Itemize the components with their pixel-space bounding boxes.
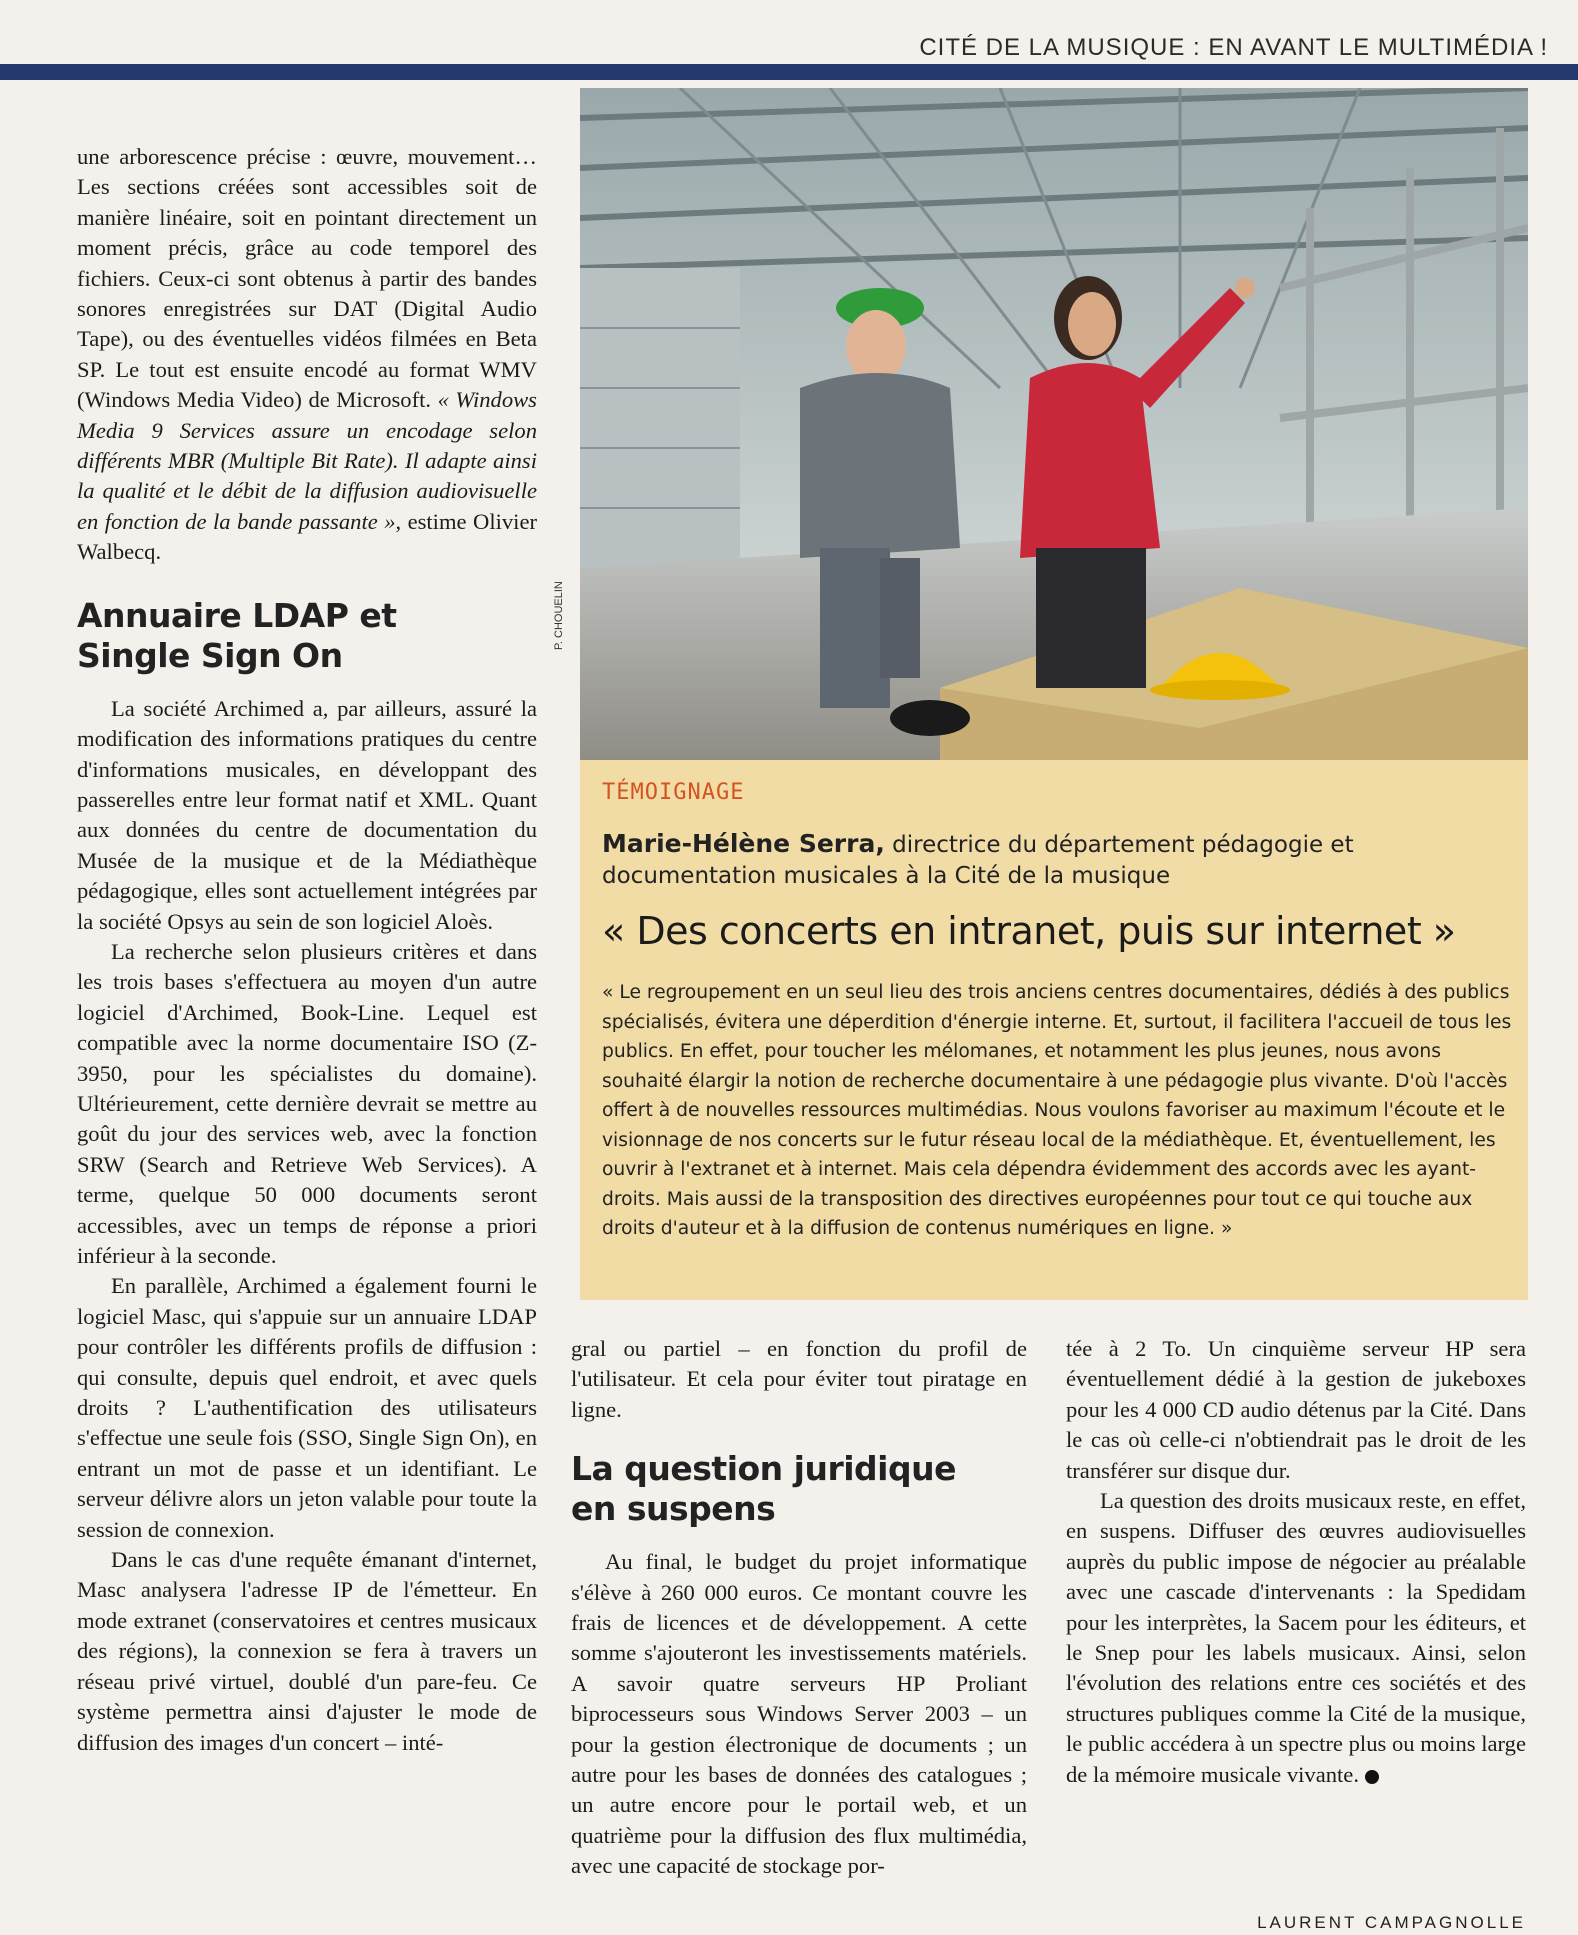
person-role: directrice du département pédagogie et documentation musicales à la Cité de la musique [602,832,1354,889]
testimony-body: « Le regroupement en un seul lieu des trois anciens centres documentaires, dédiés à des publics spécialisés, évitera une déperdition d'énergie interne. Et, surtout, il facilitera l'accueil de tous les publics. En effet, pour toucher les mélomanes, et notamment les plus jeunes, nous avons souhaité élargir la notion de recherche documentaire à une pédagogie plus vivante. D'où l'accès offert à de nouvelles ressources multimédias. Nous voulons favoriser au maximum l'écoute et le visionnage de nos concerts sur le futur réseau local de la médiathèque. Et, éventuellement, les ouvrir à l'extranet et à internet. Mais cela dépendra évidemment des accords avec les ayant-droits. Mais aussi de la transposition des directives européennes pour tout ce qui touche aux droits d'auteur et à la diffusion de contenus numériques en ligne. » [602,982,1512,1239]
column-left [77,142,537,1758]
testimony-person [602,828,1502,892]
column-right [1066,1334,1526,1790]
paragraph: une arborescence précise : œuvre, mouvement… Les sections créées sont accessibles soit de manière linéaire, soit en pointant directement un moment précis, grâce au code temporel des fichiers. Ceux-ci sont obtenus à partir des bandes sonores enregistrées sur DAT (Digital Audio Tape), ou des éventuelles vidéos filmées en Beta SP. Le tout est ensuite encodé au format WMV (Windows Media Video) de Microsoft. « Windows Media 9 Services assure un encodage selon différents MBR (Multiple Bit Rate). Il adapte ainsi la qualité et le débit de la diffusion audiovisuelle en fonction de la bande passante », estime Olivier Walbecq. [77,144,537,565]
photo-credit: P. CHOUELIN [553,581,565,650]
section-title-ldap: Annuaire LDAP et Single Sign On [77,595,397,675]
article-photo [580,88,1528,760]
header-rule [0,64,1578,80]
paragraph: La question des droits musicaux reste, en effet, en suspens. Diffuser des œuvres audiovisuelles auprès du public impose de négocier au préalable avec une cascade d'intervenants : la Spedidam pour les interprètes, la Sacem pour les éditeurs, et le Snep pour les labels musicaux. Ainsi, selon l'évolution des relations entre ces sociétés et des structures publiques comme la Cité de la musique, le public accédera à un spectre plus ou moins large de la mémoire musicale vivante. [1066,1488,1526,1787]
testimony-kicker: TÉMOIGNAGE [602,780,745,805]
paragraph: La recherche selon plusieurs critères et dans les trois bases s'effectuera au moyen d'un autre logiciel d'Archimed, Book-Line. Lequel est compatible avec la norme documentaire ISO (Z-3950, pour les spécialistes du domaine). Ultérieurement, cette dernière devrait se mettre au goût du jour des services web, avec la fonction SRW (Search and Retrieve Web Services). A terme, quelque 50 000 documents seront accessibles, avec un temps de réponse a priori inférieur à la seconde. [77,938,537,1268]
paragraph: gral ou partiel – en fonction du profil de l'utilisateur. Et cela pour éviter tout piratage en ligne. [571,1336,1027,1422]
testimony-headline: « Des concerts en intranet, puis sur internet » [602,909,1456,953]
section-title-legal: La question juridique en suspens [571,1449,956,1529]
paragraph: tée à 2 To. Un cinquième serveur HP sera éventuellement dédié à la gestion de jukeboxes pour les 4 000 CD audio détenus par la Cité. Dans le cas où celle-ci n'obtiendrait pas le droit de les transférer sur disque dur. [1066,1336,1526,1483]
paragraph: En parallèle, Archimed a également fourni le logiciel Masc, qui s'appuie sur un annuaire LDAP pour contrôler les différents profils de diffusion : qui consulte, depuis quel endroit, et avec quels droits ? L'authentification des utilisateurs s'effectue une seule fois (SSO, Single Sign On), en entrant un mot de passe et un identifiant. Le serveur délivre alors un jeton valable pour toute la session de connexion. [77,1273,537,1542]
paragraph: Dans le cas d'une requête émanant d'internet, Masc analysera l'adresse IP de l'émetteur. En mode extranet (conservatoires et centres musicaux des régions), la connexion se fera à travers un réseau privé virtuel, doublé d'un pare-feu. Ce système permettra ainsi d'ajuster le mode de diffusion des images d'un concert – inté- [77,1547,537,1755]
paragraph: La société Archimed a, par ailleurs, assuré la modification des informations pratiques du centre d'informations musicales, en développant des passerelles entre leur format natif et XML. Quant aux données du centre de documentation du Musée de la musique et de la Médiathèque pédagogique, elles sont actuellement intégrées par la société Opsys au sein de son logiciel Aloès. [77,695,537,934]
person-name: Marie-Hélène Serra, [602,829,885,858]
section-header: CITÉ DE LA MUSIQUE : EN AVANT LE MULTIMÉDIA ! [911,34,1556,62]
column-middle [571,1334,1027,1882]
paragraph: Au final, le budget du projet informatique s'élève à 260 000 euros. Ce montant couvre les frais de licences et de développement. A cette somme s'ajouteront les investissements matériels. A savoir quatre serveurs HP Proliant biprocesseurs sous Windows Server 2003 – un pour la gestion électronique de documents ; un autre pour les bases de données des catalogues ; un autre encore pour le portail web, et un quatrième pour la diffusion des flux multimédia, avec une capacité de stockage por- [571,1549,1027,1879]
testimony-box [580,760,1528,1300]
end-mark-icon [1365,1770,1379,1784]
author-signature: LAURENT CAMPAGNOLLE [1257,1913,1526,1932]
